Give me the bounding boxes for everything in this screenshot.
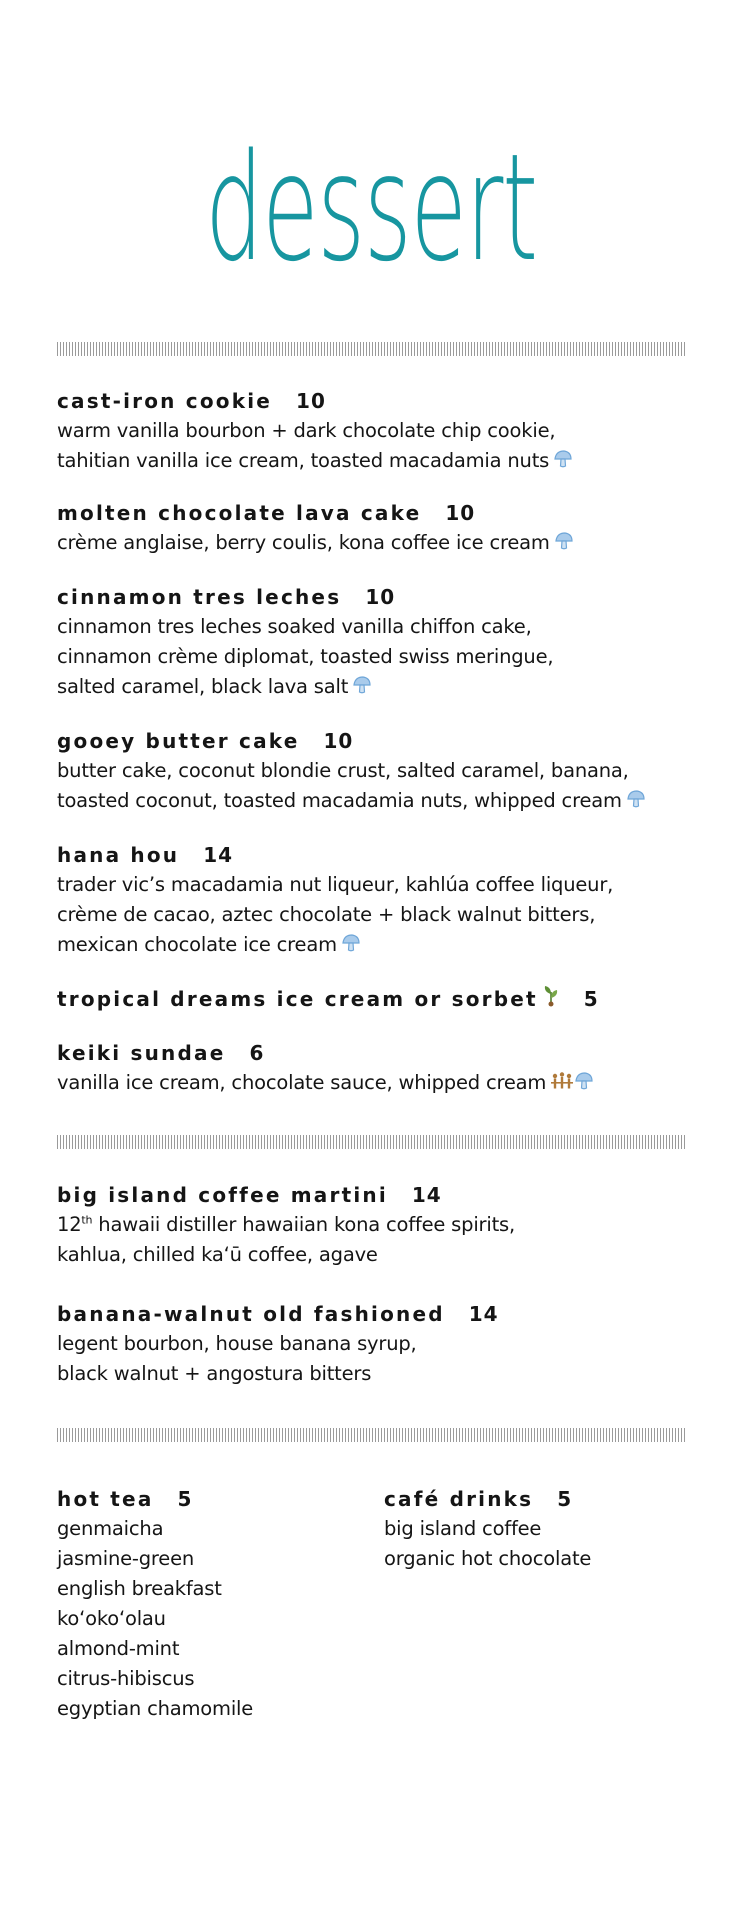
divider (57, 1135, 685, 1149)
item-price: 10 (365, 585, 396, 609)
menu-item (57, 726, 697, 818)
item-description: warm vanilla bourbon + dark chocolate chip cookie, (57, 419, 556, 442)
item-description: black walnut + angostura bitters (57, 1362, 372, 1385)
list-item: jasmine-green (57, 1547, 195, 1570)
mushroom-icon (574, 1070, 594, 1100)
divider (57, 342, 685, 356)
divider (57, 1428, 685, 1442)
menu-item (57, 582, 697, 704)
item-name: molten chocolate lava cake (57, 501, 422, 525)
item-description: cinnamon crème diplomat, toasted swiss meringue, (57, 645, 554, 668)
item-description: toasted coconut, toasted macadamia nuts, whipped cream (57, 789, 622, 812)
item-name: big island coffee martini (57, 1183, 388, 1207)
item-price: 10 (323, 729, 354, 753)
item-price: 14 (468, 1302, 499, 1326)
list-item: egyptian chamomile (57, 1697, 254, 1720)
item-name: cinnamon tres leches (57, 585, 342, 609)
item-price: 5 (583, 987, 599, 1011)
item-name: gooey butter cake (57, 729, 300, 753)
section-name: café drinks (384, 1487, 534, 1511)
section-price: 5 (177, 1487, 193, 1511)
menu-item (57, 984, 697, 1016)
item-description: cinnamon tres leches soaked vanilla chiffon cake, (57, 615, 532, 638)
item-description: crème anglaise, berry coulis, kona coffee ice cream (57, 531, 550, 554)
item-description: salted caramel, black lava salt (57, 675, 349, 698)
list-item: citrus-hibiscus (57, 1667, 195, 1690)
item-description: butter cake, coconut blondie crust, salted caramel, banana, (57, 759, 629, 782)
item-price: 10 (296, 389, 326, 413)
menu-item (57, 1180, 697, 1270)
mushroom-icon (553, 448, 573, 478)
list-item: ko‘oko‘olau (57, 1607, 166, 1630)
section-price: 5 (557, 1487, 573, 1511)
item-name: keiki sundae (57, 1041, 226, 1065)
item-description: mexican chocolate ice cream (57, 933, 337, 956)
item-description: tahitian vanilla ice cream, toasted macadamia nuts (57, 449, 550, 472)
item-description: kahlua, chilled ka‘ū coffee, agave (57, 1243, 378, 1266)
item-description: legent bourbon, house banana syrup, (57, 1332, 417, 1355)
item-name: banana-walnut old fashioned (57, 1302, 445, 1326)
list-item: organic hot chocolate (384, 1547, 592, 1570)
mushroom-icon (554, 530, 574, 560)
item-price: 14 (203, 843, 234, 867)
list-item: big island coffee (384, 1517, 542, 1540)
hot-tea-section (57, 1484, 357, 1724)
item-name: cast-iron cookie (57, 389, 273, 413)
section-name: hot tea (57, 1487, 154, 1511)
menu-item (57, 1299, 697, 1389)
menu-title: dessert (205, 122, 537, 294)
menu-item (57, 498, 697, 560)
menu-item (57, 840, 697, 962)
item-description: vanilla ice cream, chocolate sauce, whipped cream (57, 1071, 547, 1094)
item-description: crème de cacao, aztec chocolate + black walnut bitters, (57, 903, 596, 926)
list-item: almond-mint (57, 1637, 180, 1660)
menu-item (57, 386, 697, 478)
item-description: 12th hawaii distiller hawaiian kona coffee spirits, (57, 1213, 515, 1236)
mushroom-icon (626, 788, 646, 818)
kids-icon (550, 1070, 574, 1100)
list-item: genmaicha (57, 1517, 164, 1540)
item-price: 10 (445, 501, 476, 525)
item-description: trader vic’s macadamia nut liqueur, kahlúa coffee liqueur, (57, 873, 614, 896)
list-item: english breakfast (57, 1577, 222, 1600)
mushroom-icon (341, 932, 361, 962)
item-price: 6 (249, 1041, 265, 1065)
item-name: hana hou (57, 843, 180, 867)
leaf-icon (542, 984, 560, 1016)
item-name: tropical dreams ice cream or sorbet (57, 987, 538, 1011)
mushroom-icon (352, 674, 372, 704)
menu-item (57, 1038, 697, 1100)
cafe-drinks-section (384, 1484, 684, 1574)
item-price: 14 (411, 1183, 442, 1207)
